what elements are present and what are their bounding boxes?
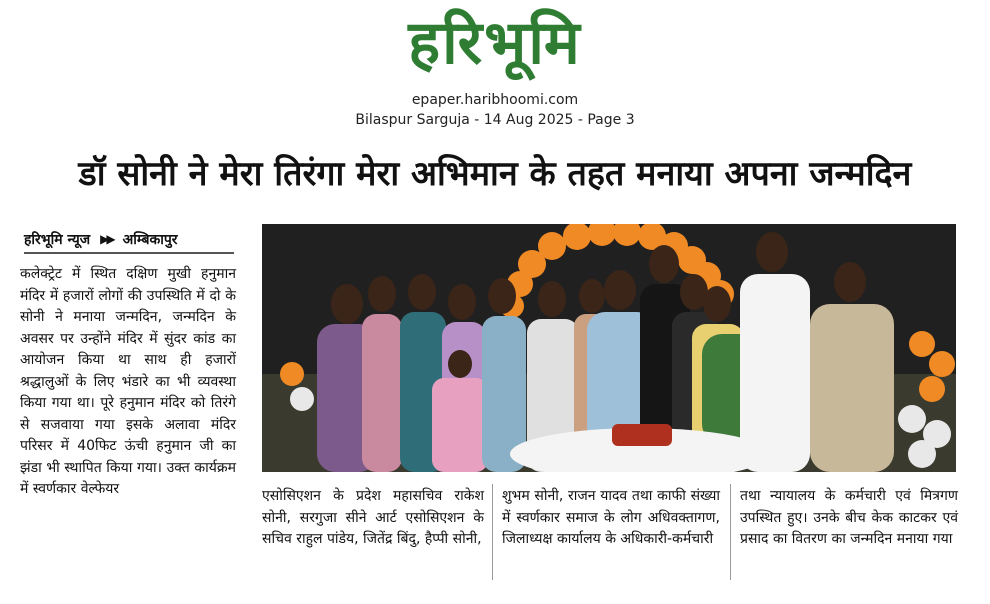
column-divider (730, 484, 731, 580)
column-divider (492, 484, 493, 580)
masthead-logo: हरिभूमि (408, 8, 582, 78)
headline: डॉ सोनी ने मेरा तिरंगा मेरा अभिमान के तहत मनाया अपना जन्मदिन (78, 154, 912, 194)
photo-illustration (262, 224, 956, 472)
edition-info: Bilaspur Sarguja - 14 Aug 2025 - Page 3 (355, 112, 635, 128)
double-arrow-icon: ▶▶ (100, 232, 113, 246)
byline (24, 226, 234, 254)
news-photo (262, 224, 956, 472)
source-url[interactable]: epaper.haribhoomi.com (411, 92, 579, 108)
article-column-2: एसोसिएशन के प्रदेश महासचिव राकेश सोनी, सरगुजा सीने आर्ट एसोसिएशन के सचिव राहुल पांडेय, जितेंद्र बिंदु, हैप्पी सोनी, (262, 488, 484, 547)
article-column-3: शुभम सोनी, राजन यादव तथा काफी संख्या में स्वर्णकार समाज के लोग अधिवक्तागण, जिलाध्यक्ष कार्यालय के अधिकारी-कर्मचारी (502, 488, 720, 547)
byline-agency: हरिभूमि न्यूज (24, 231, 91, 248)
article-column-4: तथा न्यायालय के कर्मचारी एवं मित्रगण उपस्थित हुए। उनके बीच केक काटकर एवं प्रसाद का वितरण का जन्मदिन मनाया गया (740, 488, 958, 547)
byline-place: अम्बिकापुर (122, 231, 178, 248)
article-column-1: कलेक्ट्रेट में स्थित दक्षिण मुखी हनुमान मंदिर में हजारों लोगों की उपस्थिति में दो के सोनी ने मनाया जन्मदिन, जन्मदिन के अवसर पर उन्होंने मंदिर में सुंदर कांड का आयोजन किया था साथ ही हजारों श्रद्धालुओं के लिए भंडारे का भी व्यवस्था किया गया था। पूरे हनुमान मंदिर को तिरंगे से सजवाया गया इसके अलावा मंदिर परिसर में 40फिट ऊंची हनुमान जी का झंडा भी स्थापित किया गया। उक्त कार्यक्रम में स्वर्णकार वेल्फेयर (20, 266, 236, 497)
